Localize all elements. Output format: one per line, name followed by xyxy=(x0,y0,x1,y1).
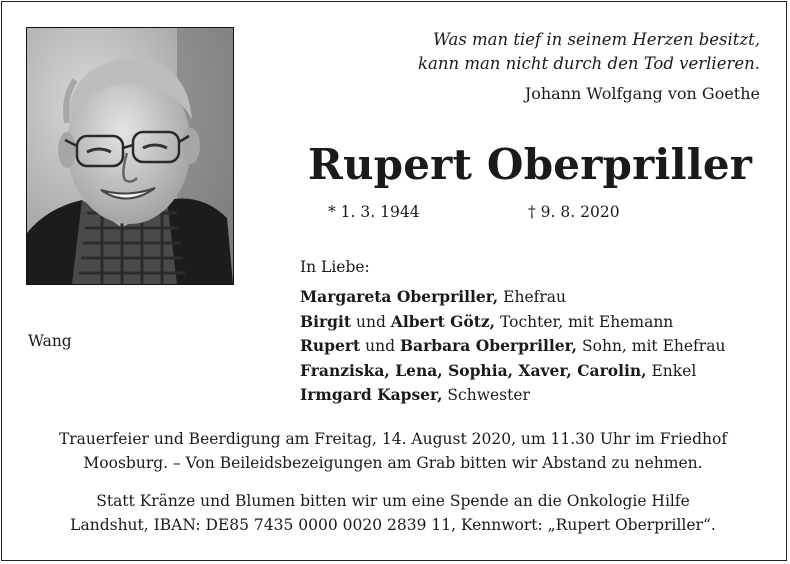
birth-date: * 1. 3. 1944 xyxy=(328,203,420,221)
portrait-image xyxy=(27,28,233,284)
quote-line: Was man tief in seinem Herzen besitzt, xyxy=(432,30,760,49)
mourners-list xyxy=(300,285,725,408)
place: Wang xyxy=(28,332,72,350)
mourner-row: Birgit und Albert Götz, Tochter, mit Ehemann xyxy=(300,311,674,331)
quote xyxy=(300,28,760,76)
mourner-row: Margareta Oberpriller, Ehefrau xyxy=(300,287,566,306)
donation-line: Statt Kränze und Blumen bitten wir um eine Spende an die Onkologie Hilfe xyxy=(96,492,690,510)
quote-author: Johann Wolfgang von Goethe xyxy=(524,84,760,103)
funeral-line: Trauerfeier und Beerdigung am Freitag, 14. August 2020, um 11.30 Uhr im Friedhof xyxy=(58,430,728,448)
deceased-name: Rupert Oberpriller xyxy=(307,140,753,189)
death-date: † 9. 8. 2020 xyxy=(528,203,620,221)
portrait-photo xyxy=(26,27,234,285)
mourners-intro: In Liebe: xyxy=(300,258,370,276)
funeral-notice xyxy=(10,428,776,475)
mourner-row: Irmgard Kapser, Schwester xyxy=(300,385,530,404)
donation-line: Landshut, IBAN: DE85 7435 0000 0020 2839 11, Kennwort: „Rupert Oberpriller“. xyxy=(70,515,716,534)
mourner-row: Rupert und Barbara Oberpriller, Sohn, mit Ehefrau xyxy=(300,336,726,355)
funeral-line: Moosburg. – Von Beileidsbezeigungen am Grab bitten wir Abstand zu nehmen. xyxy=(83,453,703,472)
donation-notice xyxy=(10,490,776,537)
mourner-row: Franziska, Lena, Sophia, Xaver, Carolin, Enkel xyxy=(300,360,697,380)
quote-line: kann man nicht durch den Tod verlieren. xyxy=(417,54,760,73)
